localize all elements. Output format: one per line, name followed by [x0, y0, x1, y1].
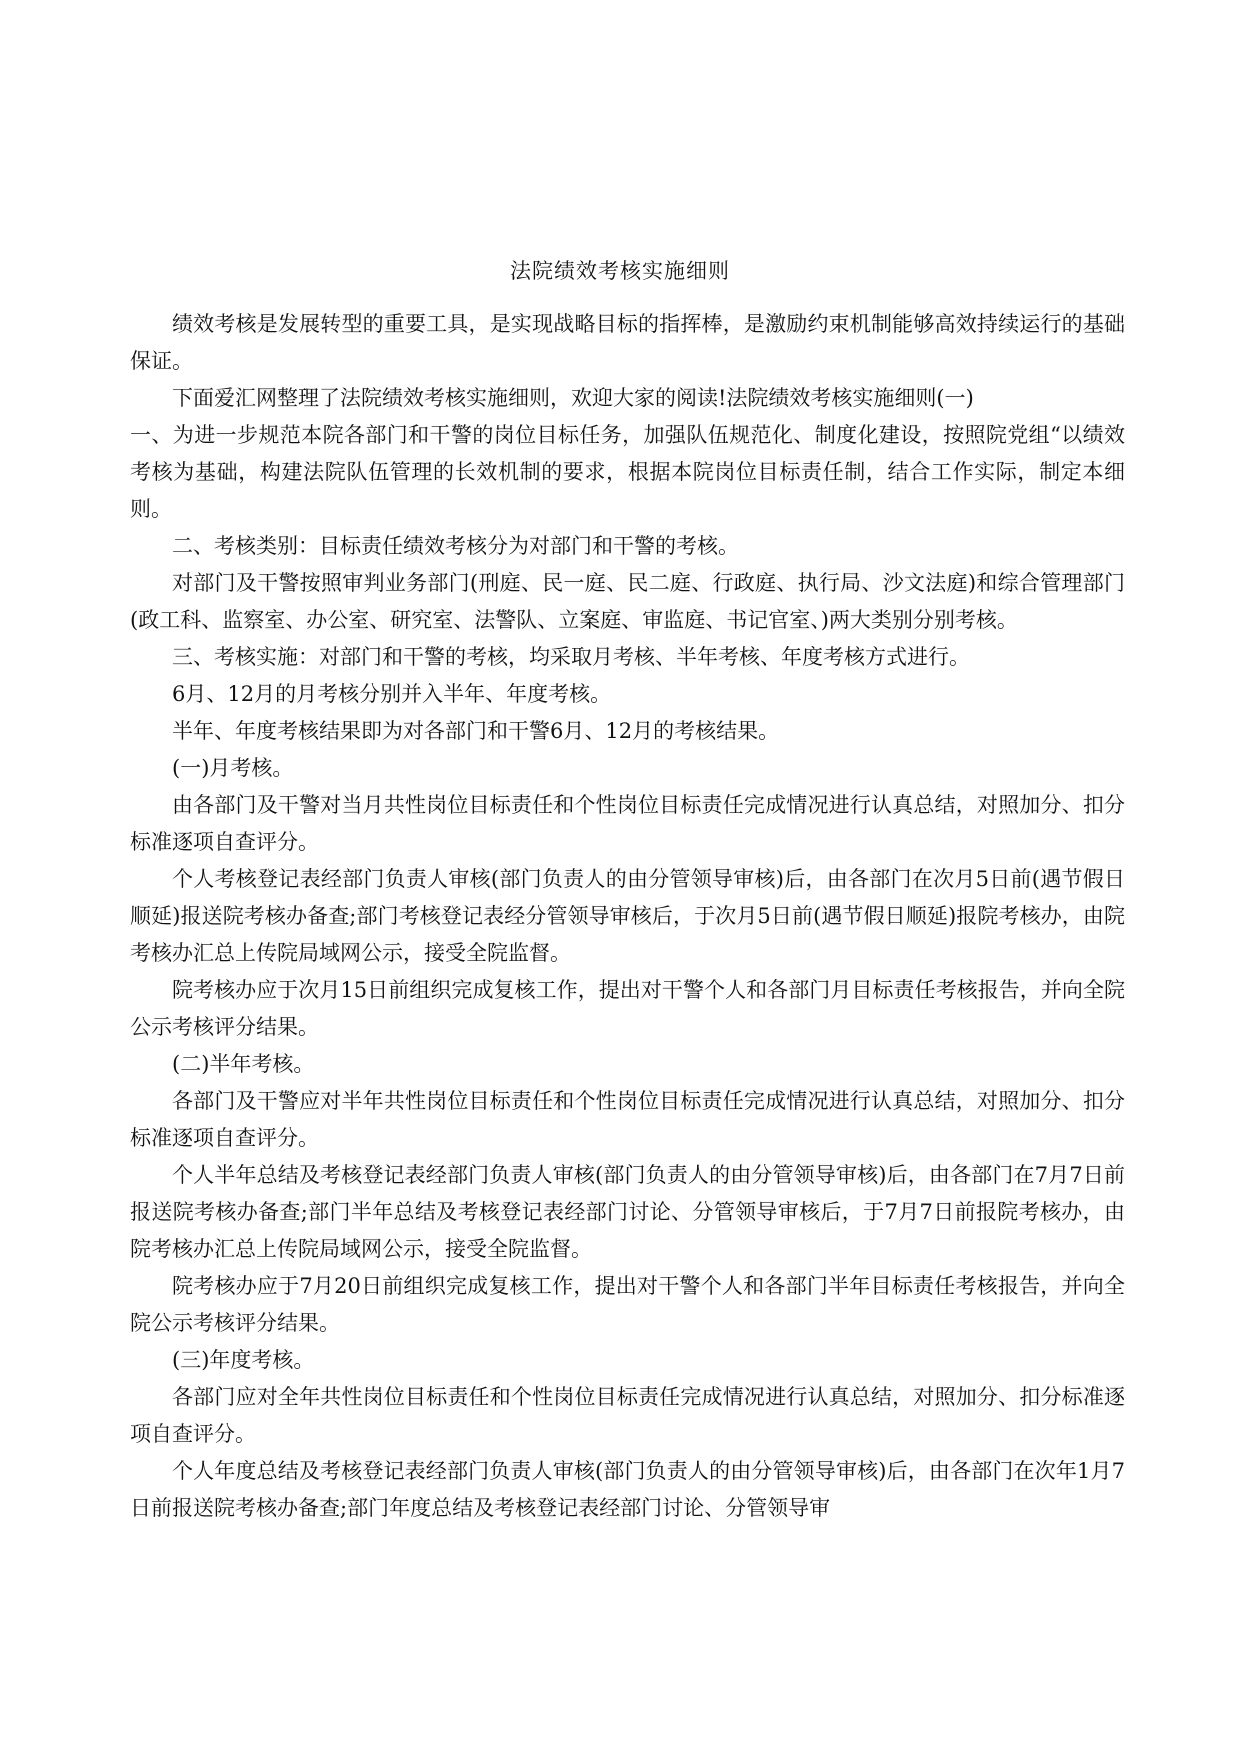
paragraph: 绩效考核是发展转型的重要工具，是实现战略目标的指挥棒，是激励约束机制能够高效持续运行的基础保证。 [130, 312, 1125, 373]
paragraph: 半年、年度考核结果即为对各部门和干警6月、12月的考核结果。 [172, 719, 780, 743]
paragraph: 一、为进一步规范本院各部门和干警的岗位目标任务，加强队伍规范化、制度化建设，按照院党组“以绩效考核为基础，构建法院队伍管理的长效机制的要求，根据本院岗位目标责任制，结合工作实际，制定本细则。 [130, 423, 1125, 521]
paragraph: 院考核办应于次月15日前组织完成复核工作，提出对干警个人和各部门月目标责任考核报告，并向全院公示考核评分结果。 [130, 978, 1125, 1039]
paragraph: 个人半年总结及考核登记表经部门负责人审核(部门负责人的由分管领导审核)后，由各部门在7月7日前报送院考核办备查;部门半年总结及考核登记表经部门讨论、分管领导审核后，于7月7日前报院考核办，由院考核办汇总上传院局域网公示，接受全院监督。 [130, 1163, 1125, 1261]
paragraph: 三、考核实施：对部门和干警的考核，均采取月考核、半年考核、年度考核方式进行。 [172, 645, 970, 669]
paragraph: 对部门及干警按照审判业务部门(刑庭、民一庭、民二庭、行政庭、执行局、沙文法庭)和综合管理部门(政工科、监察室、办公室、研究室、法警队、立案庭、审监庭、书记官室、)两大类别分别考核。 [130, 571, 1125, 632]
document-body [130, 306, 1125, 1527]
paragraph: 由各部门及干警对当月共性岗位目标责任和个性岗位目标责任完成情况进行认真总结，对照加分、扣分标准逐项自查评分。 [130, 793, 1125, 854]
section-heading: (一)月考核。 [172, 756, 294, 780]
paragraph: 各部门及干警应对半年共性岗位目标责任和个性岗位目标责任完成情况进行认真总结，对照加分、扣分标准逐项自查评分。 [130, 1089, 1125, 1150]
paragraph: 各部门应对全年共性岗位目标责任和个性岗位目标责任完成情况进行认真总结，对照加分、扣分标准逐项自查评分。 [130, 1385, 1125, 1446]
document-title: 法院绩效考核实施细则 [510, 259, 730, 283]
section-heading: (三)年度考核。 [172, 1348, 315, 1372]
paragraph: 个人年度总结及考核登记表经部门负责人审核(部门负责人的由分管领导审核)后，由各部门在次年1月7日前报送院考核办备查;部门年度总结及考核登记表经部门讨论、分管领导审 [130, 1459, 1125, 1520]
paragraph: 下面爱汇网整理了法院绩效考核实施细则，欢迎大家的阅读!法院绩效考核实施细则(一) [172, 386, 974, 410]
paragraph: 个人考核登记表经部门负责人审核(部门负责人的由分管领导审核)后，由各部门在次月5日前(遇节假日顺延)报送院考核办备查;部门考核登记表经分管领导审核后，于次月5日前(遇节假日顺延)报院考核办，由院考核办汇总上传院局域网公示，接受全院监督。 [130, 867, 1125, 965]
paragraph: 6月、12月的月考核分别并入半年、年度考核。 [172, 682, 612, 706]
section-heading: (二)半年考核。 [172, 1052, 315, 1076]
paragraph: 院考核办应于7月20日前组织完成复核工作，提出对干警个人和各部门半年目标责任考核报告，并向全院公示考核评分结果。 [130, 1274, 1125, 1335]
paragraph: 二、考核类别：目标责任绩效考核分为对部门和干警的考核。 [172, 534, 739, 558]
